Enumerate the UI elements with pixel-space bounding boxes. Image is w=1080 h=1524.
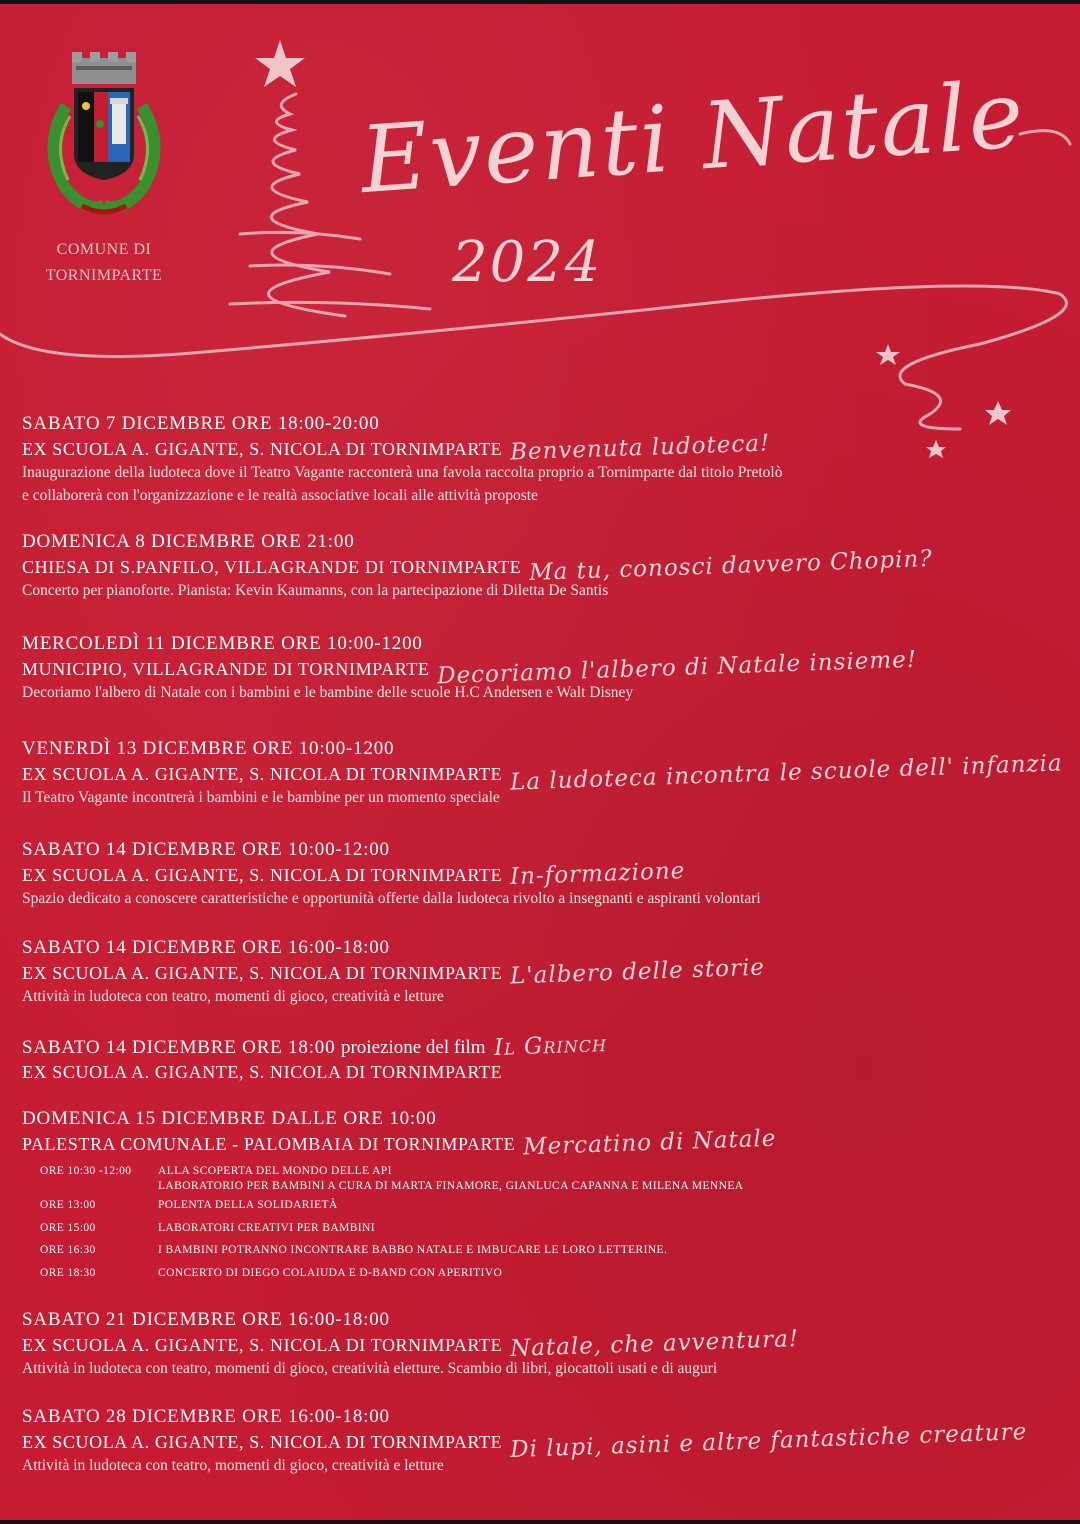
event-item	[22, 1031, 1072, 1084]
schedule-time: ORE 13:00	[40, 1199, 96, 1211]
event-item	[22, 412, 1072, 507]
event-subtitle: Ma tu, conosci davvero Chopin?	[529, 545, 934, 587]
event-subtitle: Decoriamo l'albero di Natale insieme!	[437, 646, 918, 690]
event-item	[22, 1107, 1072, 1284]
schedule-row	[40, 1239, 1072, 1262]
event-item	[22, 530, 1072, 602]
event-location: EX SCUOLA A. GIGANTE, S. NICOLA DI TORNIMPARTE Benvenuta ludoteca!	[22, 430, 771, 466]
event-location: EX SCUOLA A. GIGANTE, S. NICOLA DI TORNIMPARTE Di lupi, asini e altre fantastiche creature	[22, 1418, 1028, 1464]
event-subtitle: Natale, che avventura!	[509, 1325, 800, 1363]
event-description: Il Teatro Vagante incontrerà i bambini e le bambine per un momento speciale	[22, 789, 500, 806]
event-date: SABATO 7 DICEMBRE ORE 18:00-20:00	[22, 413, 380, 434]
event-subtitle: In-formazione	[509, 857, 686, 891]
event-item	[22, 1308, 1072, 1380]
poster-title: Eventi Natale	[357, 60, 1029, 215]
event-subtitle: La ludoteca incontra le scuole dell' infanzia	[509, 750, 1064, 796]
event-date: SABATO 28 DICEMBRE ORE 16:00-18:00	[22, 1406, 390, 1427]
schedule-row	[40, 1160, 1072, 1194]
event-item	[22, 838, 1072, 910]
event-date: DOMENICA 15 DICEMBRE DALLE ORE 10:00	[22, 1108, 437, 1129]
event-location: CHIESA DI S.PANFILO, VILLAGRANDE DI TORNIMPARTE Ma tu, conosci davvero Chopin?	[22, 545, 934, 587]
event-location: EX SCUOLA A. GIGANTE, S. NICOLA DI TORNIMPARTE Natale, che avventura!	[22, 1325, 800, 1363]
event-date: SABATO 21 DICEMBRE ORE 16:00-18:00	[22, 1309, 390, 1330]
event-item	[22, 632, 1072, 704]
schedule-row	[40, 1262, 1072, 1285]
schedule-activity: LABORATORI CREATIVI PER BAMBINI	[158, 1221, 375, 1234]
event-date: VENERDÌ 13 DICEMBRE ORE 10:00-1200	[22, 738, 395, 759]
schedule-time: ORE 18:30	[40, 1266, 96, 1279]
event-subtitle: Benvenuta ludoteca!	[509, 430, 771, 466]
poster-year: 2024	[452, 230, 603, 295]
schedule-row	[40, 1217, 1072, 1240]
event-location: EX SCUOLA A. GIGANTE, S. NICOLA DI TORNIMPARTE La ludoteca incontra le scuole dell' infanzia	[22, 750, 1064, 796]
event-item	[22, 1405, 1072, 1477]
event-location: MUNICIPIO, VILLAGRANDE DI TORNIMPARTE Decoriamo l'albero di Natale insieme!	[22, 646, 918, 690]
event-subtitle: Mercatino di Natale	[522, 1125, 778, 1161]
event-note: proiezione del film	[340, 1037, 486, 1058]
schedule-activity: CONCERTO DI DIEGO COLAIUDA E D-BAND CON APERITIVO	[158, 1266, 503, 1279]
star-icon	[876, 344, 900, 365]
event-description: Spazio dedicato a conoscere caratteristiche e opportunità offerte dalla ludoteca rivolto a insegnanti e aspiranti volontari	[22, 890, 761, 907]
event-date: DOMENICA 8 DICEMBRE ORE 21:00	[22, 531, 355, 552]
schedule-time: ORE 16:30	[40, 1244, 96, 1256]
schedule-activity: POLENTA DELLA SOLIDARIETÀ	[158, 1199, 338, 1211]
event-description: Inaugurazione della ludoteca dove il Teatro Vagante racconterà una favola raccolta proprio a Tornimparte dal titolo Pretolò	[22, 464, 783, 481]
schedule-activity: I BAMBINI POTRANNO INCONTRARE BABBO NATALE E IMBUCARE LE LORO LETTERINE.	[158, 1244, 668, 1256]
event-location: EX SCUOLA A. GIGANTE, S. NICOLA DI TORNIMPARTE In-formazione	[22, 857, 686, 891]
event-description: Attività in ludoteca con teatro, momenti di gioco, creatività e letture	[22, 988, 444, 1005]
event-location: PALESTRA COMUNALE - PALOMBAIA DI TORNIMPARTE Mercatino di Natale	[22, 1125, 778, 1161]
event-item	[22, 737, 1072, 809]
schedule-time: ORE 15:00	[40, 1221, 96, 1234]
event-description: Attività in ludoteca con teatro, momenti di gioco, creatività eletture. Scambio di libri, giocattoli usati e di auguri	[22, 1360, 718, 1377]
event-location: EX SCUOLA A. GIGANTE, S. NICOLA DI TORNIMPARTE L'albero delle storie	[22, 954, 766, 990]
event-description: e collaborerà con l'organizzazione e le realtà associative locali alle attività proposte	[22, 487, 538, 504]
event-date: MERCOLEDÌ 11 DICEMBRE ORE 10:00-1200	[22, 633, 423, 654]
schedule-activity: ALLA SCOPERTA DEL MONDO DELLE API LABORATORIO PER BAMBINI A CURA DI MARTA FINAMORE, GIANLUCA CAPANNA E MILENA MENNEA	[158, 1165, 744, 1192]
municipality-name: COMUNE DI TORNIMPARTE	[45, 241, 163, 284]
event-date: SABATO 14 DICEMBRE ORE 18:00 proiezione del film Il Grinch	[22, 1031, 607, 1061]
event-description: Decoriamo l'albero di Natale con i bambini e le bambine delle scuole H.C Andersen e Walt Disney	[22, 684, 634, 701]
event-subtitle: L'albero delle storie	[509, 954, 766, 990]
event-schedule	[40, 1160, 1072, 1284]
event-description: Concerto per pianoforte. Pianista: Kevin Kaumanns, con la partecipazione di Diletta De Santis	[22, 582, 609, 599]
event-date: SABATO 14 DICEMBRE ORE 10:00-12:00	[22, 839, 390, 860]
event-subtitle: Di lupi, asini e altre fantastiche creature	[509, 1418, 1028, 1464]
event-subtitle: Il Grinch	[493, 1031, 607, 1061]
event-location: EX SCUOLA A. GIGANTE, S. NICOLA DI TORNIMPARTE	[22, 1062, 503, 1082]
event-item	[22, 936, 1072, 1008]
event-date: SABATO 14 DICEMBRE ORE 16:00-18:00	[22, 937, 390, 958]
event-description: Attività in ludoteca con teatro, momenti di gioco, creatività e letture	[22, 1457, 444, 1474]
star-icon	[255, 40, 305, 87]
schedule-row	[40, 1194, 1072, 1217]
schedule-time: ORE 10:30 -12:00	[40, 1165, 132, 1177]
